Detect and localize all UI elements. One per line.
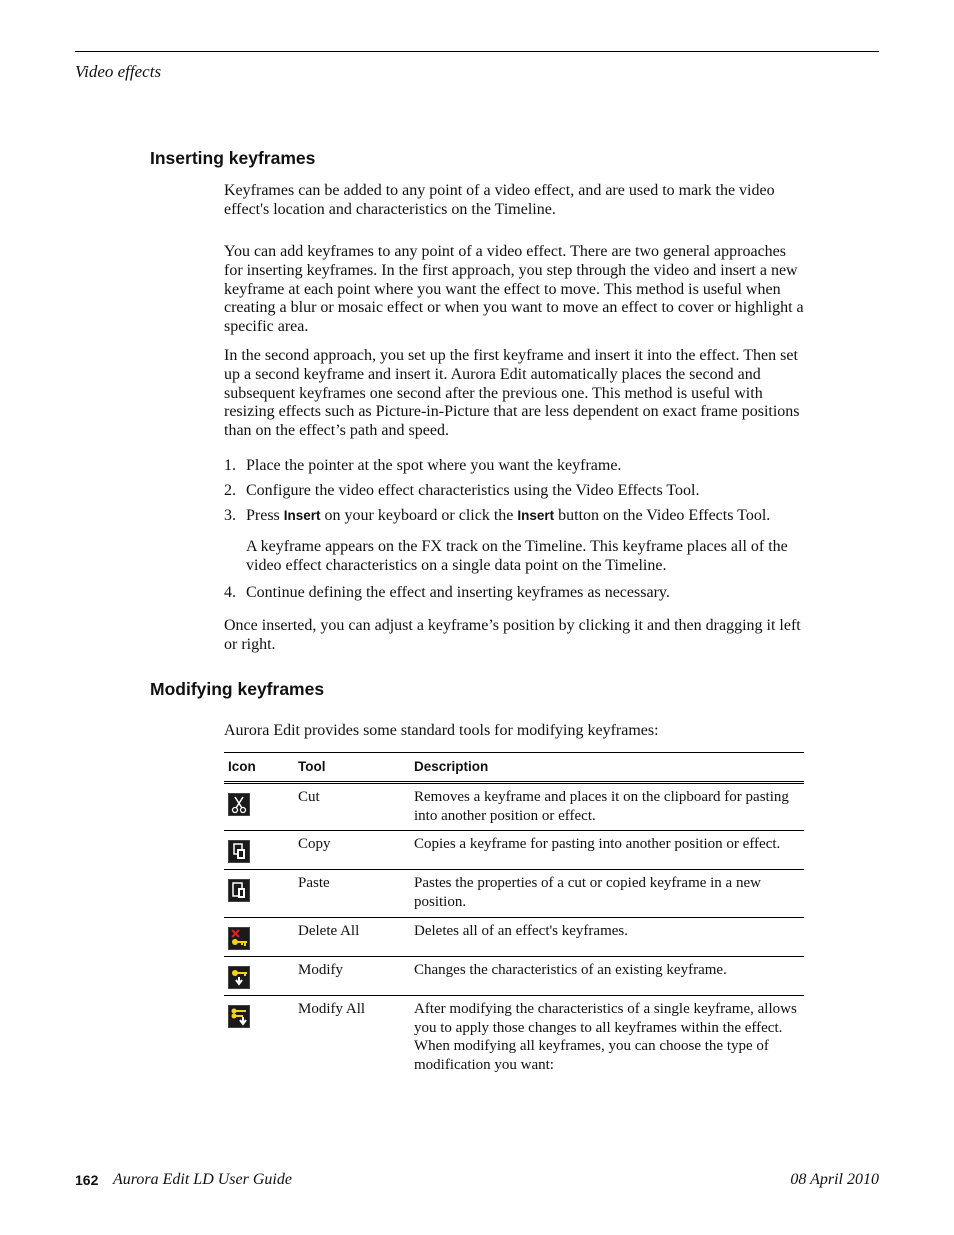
tool-name: Paste [294, 870, 410, 918]
running-head: Video effects [75, 62, 162, 81]
footer-title: Aurora Edit LD User Guide [113, 1171, 292, 1188]
step-text: Place the pointer at the spot where you want the keyframe. [246, 457, 622, 474]
step-text [246, 506, 770, 525]
table-row [224, 783, 804, 831]
step-text-part: button on the Video Effects Tool. [554, 507, 771, 524]
icon-cell [224, 918, 294, 957]
page-number: 162 [75, 1172, 99, 1188]
approaches-paragraph: You can add keyframes to any point of a video effect. There are two general approaches for inserting keyframes. In the first approach, you step through the video and insert a new keyframe at each point where you want the effect to move. This method is useful when creating a blur or mosaic effect or when you want to move an effect to cover or highlight a specific area. [224, 243, 804, 336]
step-number: 4. [224, 584, 236, 601]
closing-paragraph: Once inserted, you can adjust a keyframe’s position by clicking it and then dragging it left or right. [224, 617, 801, 653]
insert-button-label: Insert [517, 508, 555, 523]
header-rule [75, 51, 879, 52]
second-approach-paragraph: In the second approach, you set up the first keyframe and insert it into the effect. Then set up a second keyframe and insert it. Aurora Edit automatically places the second and subsequent keyframes one second after the previous one. This method is useful with resizing effects such as Picture-in-Picture that are less dependent on exact frame positions than on the effect’s path and speed. [224, 347, 800, 440]
copy-icon [228, 840, 250, 863]
table-row [224, 918, 804, 957]
column-header-icon: Icon [224, 753, 294, 783]
table-row [224, 870, 804, 918]
paste-icon [228, 879, 250, 902]
tool-description: Changes the characteristics of an existing keyframe. [410, 957, 804, 996]
table-row [224, 831, 804, 870]
step-text-part: on your keyboard or click the [320, 507, 518, 524]
tool-description: Removes a keyframe and places it on the clipboard for pasting into another position or effect. [410, 783, 804, 831]
modify-key-icon [228, 966, 250, 989]
step-text: Configure the video effect characteristics using the Video Effects Tool. [246, 482, 700, 499]
column-header-description: Description [410, 753, 804, 783]
keyframe-tools-table [224, 752, 804, 1074]
icon-cell [224, 870, 294, 918]
icon-cell [224, 783, 294, 831]
step-3-note: A keyframe appears on the FX track on the Timeline. This keyframe places all of the video effect characteristics on a single data point on the Timeline. [246, 538, 788, 574]
step-number: 2. [224, 482, 236, 499]
step-text: Continue defining the effect and inserting keyframes as necessary. [246, 584, 670, 601]
tool-name: Copy [294, 831, 410, 870]
icon-cell [224, 831, 294, 870]
tool-name: Cut [294, 783, 410, 831]
tool-name: Modify All [298, 1001, 366, 1017]
icon-cell [224, 957, 294, 996]
tool-description: Deletes all of an effect's keyframes. [410, 918, 804, 957]
section-heading-modifying-keyframes: Modifying keyframes [150, 679, 325, 699]
footer-date: 08 April 2010 [790, 1171, 879, 1188]
tool-description: After modifying the characteristics of a single keyframe, allows you to apply those changes to all keyframes within the effect. When modifying all keyframes, you can choose the type of modification you want: [414, 1001, 797, 1073]
scissors-icon [228, 793, 250, 816]
step-number: 1. [224, 457, 236, 474]
tool-name: Delete All [294, 918, 410, 957]
table-row [224, 957, 804, 996]
modify-all-keys-icon [228, 1005, 250, 1028]
tool-name: Modify [294, 957, 410, 996]
step-text-part: Press [246, 507, 284, 524]
step-number: 3. [224, 507, 236, 524]
intro-paragraph: Keyframes can be added to any point of a video effect, and are used to mark the video effect's location and characteristics on the Timeline. [224, 182, 775, 218]
column-header-tool: Tool [294, 753, 410, 783]
tool-description: Pastes the properties of a cut or copied keyframe in a new position. [410, 870, 804, 918]
icon-cell [224, 996, 294, 1075]
table-row [224, 996, 804, 1075]
tool-description: Copies a keyframe for pasting into another position or effect. [410, 831, 804, 870]
insert-key-label: Insert [283, 508, 321, 523]
table-header-row [224, 753, 804, 783]
section-heading-inserting-keyframes: Inserting keyframes [150, 148, 316, 168]
tools-intro: Aurora Edit provides some standard tools for modifying keyframes: [224, 722, 659, 739]
delete-all-keys-icon [228, 927, 250, 950]
